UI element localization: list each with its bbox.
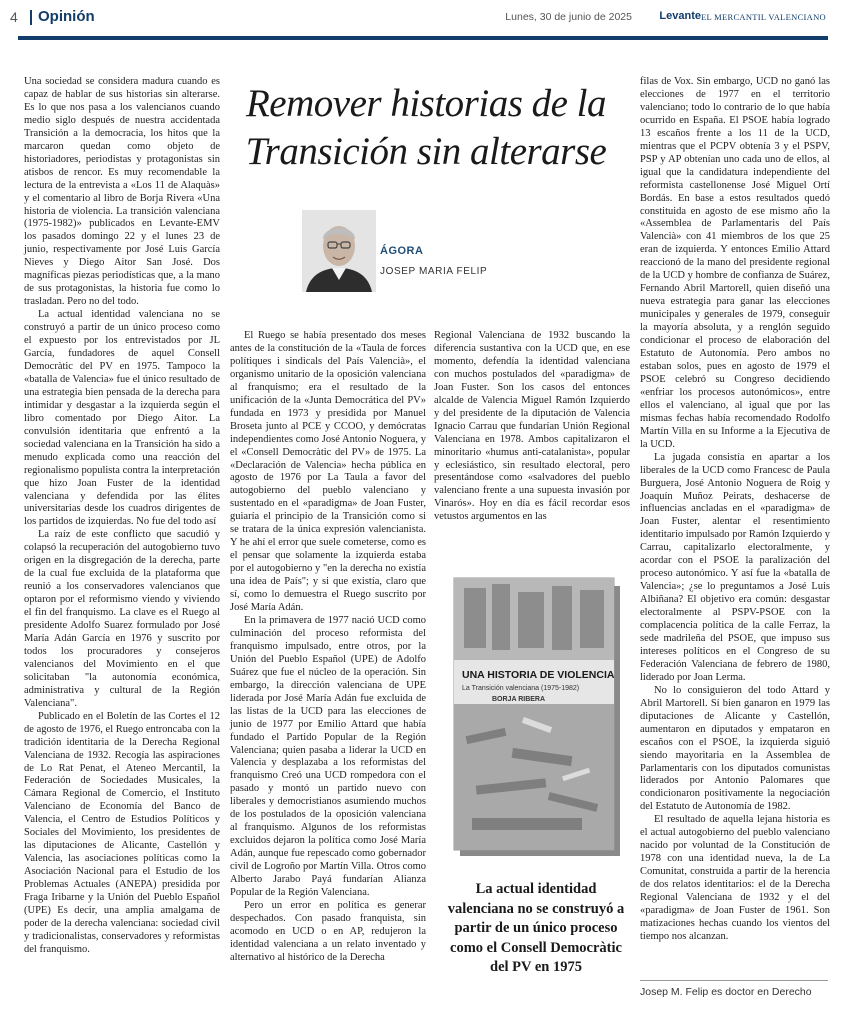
paragraph: En la primavera de 1977 nació UCD como culminación del proceso reformista del franquismo impulsado, entre otros, por la Unión del Pueblo Español (UPE) de Adolfo Suárez que fue el núcleo de la operación. Sin embargo, la dirección valenciana de UPE liderada por José María Adán fue excluida de las listas de la UCD para las elecciones de junio de 1977 por Emilio Attard que había fundado el Partido Popular de la Región Valenciana; quien pasaba a liderar la UCD en Valencia y desplazaba a los reformistas del franquismo Creó una UCD rompedora con el pasado y montó un partido nuevo con liberales y democristianos asumiendo muchos de los postulados de la oposición valenciana al franquismo. Algunos de los reformistas excluidos dejaron la política como José María Adán, aunque fue repescado como gobernador civil de Logroño por Martín Villa. Otros como Alberto Jarabo Payá fundarían Alianza Popular de la Región Valenciana. <box>230 614 426 898</box>
book-cover-image <box>452 572 627 862</box>
article-kicker: ÁGORA <box>380 245 424 257</box>
paragraph: Publicado en el Boletín de las Cortes el 12 de agosto de 1976, el Ruego entroncaba con la tradición identitaria de la Derecha Regional Valenciana de 1932. Recogía las aspiraciones de Lo Rat Penat, el Ateneo Mercantil, la Federación de Sociedades Musicales, la Cámara Regional de Comercio, el Instituto Valenciano de Economía del Banco de Valencia, el Centro de Estudios Políticos y Sociales del Movimiento, los presidentes de las diputaciones de Alicante, Castellón y Valencia, las asociaciones políticas como la Asociación Nacional para el Estudio de los Problemas Actuales (ANEPA) presidida por Fraga Iribarne y la Unión del Pueblo Español (UPE) Es decir, una amplia amalgama de poder de la derecha valenciana: sociedad civil y tradicionalistas, conservadores y reformistas del franquismo. <box>24 710 220 955</box>
pull-quote: La actual identidad valenciana no se construyó a partir de un único proceso como el Consell Democràtic del PV en 1975 <box>447 881 625 975</box>
author-photo <box>302 210 376 292</box>
paragraph: El Ruego se había presentado dos meses antes de la constitución de la «Taula de forces polítiques i sindicals del País Valencià», el organismo unitario de la oposición valenciana al franquismo; era el resultado de la unificación de la «Junta Democrática del PV» fundada en 1973 y presidida por Manuel Broseta junto al PCE y CCOO, y demócratas independientes como José Antonio Noguera, y el «Consell Democràtic del PV» de 1975. La «Declaración de Valencia» hecha pública en agosto de 1976 por La Taula a favor del autogobierno del pueblo valenciano y sustentado en el «paradigma» de Joan Fuster, guiaría el principio de la Transición como si se tratara de la única expresión valencianista. Y he ahí el error que suele cometerse, como es el pensar que solamente la izquierda estaba por el autogobierno y "en la derecha no existía una idea de País"; y si que existía, claro que sí, como lo demuestra el Ruego suscrito por José María Adán. <box>230 330 426 614</box>
author-bio: Josep M. Felip es doctor en Derecho <box>640 986 812 998</box>
paragraph: La raíz de este conflicto que sacudió y colapsó la recuperación del autogobierno tuvo origen en la disgregación de la derecha, parte de la cual fue excluida de la plataforma que reunió a los conservadores valencianos que optaron por el reformismo viendo y viviendo el fin del franquismo. La clave es el Ruego al presidente Adolfo Suarez formulado por José María Adán García en 1976 y suscrito por todos los procuradores y consejeros valencianos del Movimiento en el que solicitaban "la autonomía económica, administrativa y cultural de la Región Valenciana". <box>24 529 220 709</box>
portrait-illustration <box>302 210 376 292</box>
issue-date: Lunes, 30 de junio de 2025 <box>505 11 632 23</box>
brand-logo: Levante <box>659 10 701 22</box>
header-separator <box>30 10 32 25</box>
column-3 <box>434 330 630 524</box>
paragraph: La actual identidad valenciana no se construyó a partir de un único proceso como el expuesto por los entrevistados por JL García, fundadores de aquel Consell Democràtic del PV en 1975. Tampoco la «batalla de Valencia» fue el único resultado de una estrategia bien pensada de la derecha para intimidar y desgastar a la izquierda según el libro comentado por Diego Aitor. La convulsión identitaria que enfrentó a la sociedad valenciana en la Transición ha sido a menudo explicada como una reacción del regionalismo populista contra la interpretación que hizo Joan Fuster de la identidad valenciana y defendida por las élites universitarias desde los cuadros dirigentes de los partidos de izquierdas. No fue del todo así <box>24 309 220 528</box>
column-2 <box>230 330 426 965</box>
paragraph: El resultado de aquella lejana historia es el actual autogobierno del pueblo valenciano nacido por voluntad de la Constitución de 1978 con una identidad nueva, la de La Comunitat, construida a partir de la herencia de dos relatos identitarios: el de la Derecha Regional Valenciana de 1932 y el del «paradigma» de Joan Fuster de 1961. Son matizaciones hechas cuando los vientos del tiempo nos alcanzan. <box>640 814 830 942</box>
column-4 <box>640 76 830 944</box>
paragraph: Pero un error en política es generar despechados. Con pasado franquista, sin acomodo en UCD o en AP, redujeron la identidad valenciana a un relato inventado y alternativo al histórico de la Derecha <box>230 899 426 963</box>
header-rule <box>18 36 828 40</box>
paragraph: Regional Valenciana de 1932 buscando la diferencia sustantiva con la UCD que, en ese momento, defendía la identidad valenciana con muchos postulados del «paradigma» de Joan Fuster. Son los casos del entonces alcalde de Valencia Miguel Ramón Izquierdo y del presidente de la diputación de Valencia Ignacio Carrau que fundarían Unión Regional Valenciana en 1978. Ambos capitalizaron el minoritario «humus anti-catalanista», popular y eclesiástico, sin resultado electoral, pero presentándose como «salvadores del pueblo valenciano frente a una supuesta invasión por Vinarós». Hoy en día es fácil recordar esos vetustos argumentos en las <box>434 330 630 523</box>
paragraph: filas de Vox. Sin embargo, UCD no ganó las elecciones de 1977 en el territorio valenciano; todo lo contrario de lo que había ocurrido en España. El PSOE había logrado 13 escaños frente a los 11 de la UCD, mientras que el PCPV obtenía 3 y el PSPV, PSP y AP obtenían uno cada uno de ellos, al igual que la candidatura independiente del reformista castellonense José Miguel Ortí Bordás. En base a estos resultados quedó constituida en agosto de ese mismo año la «Assemblea de Parlamentaris del País Valencià» con 41 miembros de los que 25 eran de izquierda. Y entonces Emilio Attard reaccionó de la mano del presidente regional de la UCD y hombre de confianza de Suárez, Fernando Abril Martorell, quien diseñó una nueva estrategia para ganar las elecciones municipales y generales de 1979, conseguir la mayoría absoluta, y a renglón seguido condicionar el proceso de elaboración del Estatuto de Autonomía. Pero ambos no estaban solos, pues en agosto de 1979 el PSOE celebró su Congreso decidiendo «enfriar los procesos autonómicos», entre ellos el valenciano, al igual que por las mismas fechas había recomendado Rodolfo Martín Villa en su Informe a la Ejecutiva de la UCD. <box>640 76 830 450</box>
paragraph: No lo consiguieron del todo Attard y Abril Martorell. Sí bien ganaron en 1979 las diputaciones de Alicante y Castellón, aumentaron en diputados y empataron en escaños con el PSOE, la izquierda siguió siendo mayoritaria en la Assemblea de Parlamentaris con los diputados comunistas liderados por Antonio Palomares que condicionaron positivamente la negociación del Estatuto de Autonomía de 1982. <box>640 684 830 813</box>
book-illustration <box>452 572 627 862</box>
book-subtitle: La Transición valenciana (1975-1982) <box>462 685 580 692</box>
column-1 <box>24 76 220 957</box>
article-title: Remover historias de la Transición sin alterarse <box>245 82 607 173</box>
paragraph: La jugada consistía en apartar a los liberales de la UCD como Francesc de Paula Burguera, José Antonio Noguera de Roig y Joaquín Muñoz Peirats, deshacerse de influencias ancladas en el «paradigma» de Joan Fuster, alentar el resentimiento identitario impulsado por Ramón Izquierdo y Carrau, capitalizarlo electoralmente, y acordar con el PSOE la paralización del proceso autonómico. Y así fue la «batalla de Valencia»; ¿se lo preguntamos a José Luis Albiñana? El objetivo era común: desgastar electoralmente al PSPV-PSOE con la complacencia política de la calle Ferraz, la sede madrileña del PSOE, que impuso sus intereses políticos en el Congreso de su Federación Valenciana de febrero de 1980, liderado por Joan Lerma. <box>640 451 830 683</box>
brand-subtitle: EL MERCANTIL VALENCIANO <box>701 12 826 22</box>
paragraph: Una sociedad se considera madura cuando es capaz de hablar de sus historias sin alterarse. Es lo que nos pasa a los valencianos cuando medio siglo después de nuestra accidentada Transición a la democracia, los hitos que la marcaron quedan como objeto de historiadores, periodistas y protagonistas sin atisbos de rencor. Es muy recomendable la lectura de la entrevista a «Los 11 de Alaquàs» y el comentario al libro de Borja Rivera «Una historia de violencia. La transición valenciana (1975-1982)» publicados en Levante-EMV los pasados domingo 22 y el lunes 23 de junio, respectivamente por José Luis García Nieves y Diego Aitor San José. Dos magníficas piezas periodísticas que, a la mano de sus protagonistas, la historia fue como lo trasladan. Pero no del todo. <box>24 76 220 308</box>
section-label: Opinión <box>38 8 95 25</box>
page-number: 4 <box>10 9 18 25</box>
book-author: BORJA RIBERA <box>492 696 546 703</box>
bio-divider <box>640 980 828 981</box>
author-name: JOSEP MARIA FELIP <box>380 266 488 277</box>
book-title: UNA HISTORIA DE VIOLENCIA <box>462 669 615 681</box>
